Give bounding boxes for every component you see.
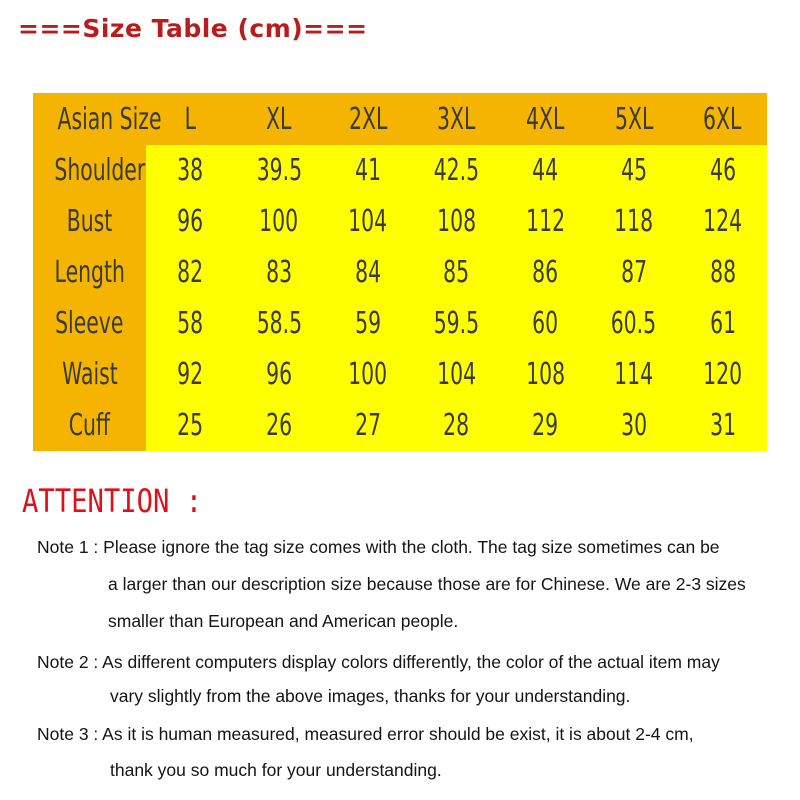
table-cell (146, 247, 235, 298)
table-cell (235, 400, 324, 451)
row-label-cell (33, 298, 146, 349)
table-cell (590, 400, 679, 451)
table-cell (323, 145, 412, 196)
cell-value: 104 (348, 204, 388, 239)
header-label-size: 6XL (703, 101, 742, 137)
table-cell (146, 349, 235, 400)
cell-value: 120 (703, 357, 743, 392)
note-3-line-2: thank you so much for your understanding. (110, 760, 442, 780)
table-cell (590, 298, 679, 349)
table-cell (323, 298, 412, 349)
table-cell (590, 145, 679, 196)
cell-value: 88 (709, 255, 736, 290)
table-cell (235, 196, 324, 247)
cell-value: 46 (709, 153, 736, 188)
cell-value: 60.5 (611, 306, 657, 341)
header-cell (323, 93, 412, 145)
table-cell (323, 247, 412, 298)
cell-value: 108 (525, 357, 565, 392)
cell-value: 96 (177, 204, 204, 239)
table-header-row (33, 93, 767, 145)
table-cell (678, 349, 767, 400)
header-cell (412, 93, 501, 145)
table-cell (501, 400, 590, 451)
table-row (33, 196, 767, 247)
note-2-line-2: vary slightly from the above images, thanks for your understanding. (110, 686, 631, 706)
header-label-size: 5XL (614, 101, 654, 137)
cell-value: 60 (532, 306, 559, 341)
note-2-line-1: Note 2 : As different computers display colors differently, the color of the actual item may (37, 652, 720, 672)
table-cell (412, 298, 501, 349)
table-row (33, 298, 767, 349)
table-row (33, 349, 767, 400)
table-cell (590, 349, 679, 400)
table-cell (678, 400, 767, 451)
cell-value: 42.5 (433, 153, 480, 188)
table-cell (146, 196, 235, 247)
row-label-cell (33, 196, 146, 247)
table-cell (412, 349, 501, 400)
header-label-size: L (184, 101, 197, 137)
row-label: Bust (66, 204, 113, 239)
cell-value: 82 (177, 255, 204, 290)
cell-value: 31 (709, 408, 736, 443)
table-cell (412, 400, 501, 451)
table-cell (678, 247, 767, 298)
table-cell (235, 349, 324, 400)
header-cell (33, 93, 162, 145)
cell-value: 59.5 (433, 306, 480, 341)
table-cell (412, 196, 501, 247)
row-label-cell (33, 145, 146, 196)
table-cell (235, 145, 324, 196)
header-label-size: 3XL (437, 101, 476, 137)
cell-value: 58 (177, 306, 204, 341)
cell-value: 84 (354, 255, 381, 290)
header-label-size: 2XL (348, 101, 387, 137)
cell-value: 114 (614, 357, 654, 392)
row-label: Waist (61, 357, 118, 392)
table-cell (235, 247, 324, 298)
cell-value: 39.5 (256, 153, 302, 188)
table-cell (678, 298, 767, 349)
table-cell (323, 400, 412, 451)
size-table (33, 93, 767, 451)
cell-value: 85 (443, 255, 470, 290)
table-cell (678, 145, 767, 196)
cell-value: 30 (620, 408, 647, 443)
table-cell (501, 349, 590, 400)
note-1-line-2: a larger than our description size because those are for Chinese. We are 2-3 sizes (108, 574, 746, 594)
row-label: Cuff (68, 408, 111, 443)
header-cell (501, 93, 590, 145)
table-cell (412, 247, 501, 298)
cell-value: 45 (620, 153, 647, 188)
table-cell (146, 298, 235, 349)
note-1-line-1: Note 1 : Please ignore the tag size comes with the cloth. The tag size sometimes can be (37, 537, 720, 557)
header-label-size: 4XL (526, 101, 565, 137)
page-title: ===Size Table (cm)=== (18, 14, 368, 43)
cell-value: 27 (354, 408, 381, 443)
cell-value: 124 (703, 204, 743, 239)
cell-value: 118 (614, 204, 654, 239)
table-cell (323, 196, 412, 247)
cell-value: 100 (259, 204, 299, 239)
table-cell (323, 349, 412, 400)
row-label-cell (33, 247, 146, 298)
cell-value: 112 (525, 204, 565, 239)
table-cell (501, 145, 590, 196)
cell-value: 92 (177, 357, 204, 392)
table-cell (590, 247, 679, 298)
row-label-cell (33, 349, 146, 400)
cell-value: 26 (266, 408, 293, 443)
cell-value: 29 (532, 408, 559, 443)
cell-value: 61 (709, 306, 736, 341)
row-label: Length (54, 255, 125, 290)
cell-value: 38 (177, 153, 204, 188)
header-label-size: XL (266, 101, 292, 137)
size-table-grid (33, 93, 767, 451)
table-cell (590, 196, 679, 247)
header-cell (678, 93, 767, 145)
table-cell (412, 145, 501, 196)
table-cell (501, 247, 590, 298)
cell-value: 87 (620, 255, 647, 290)
cell-value: 100 (348, 357, 388, 392)
attention-text: ATTENTION : (22, 482, 203, 520)
cell-value: 41 (354, 153, 381, 188)
row-label: Sleeve (55, 306, 124, 341)
table-row (33, 400, 767, 451)
note-3-line-1: Note 3 : As it is human measured, measured error should be exist, it is about 2-4 cm, (37, 724, 694, 744)
table-row (33, 247, 767, 298)
table-row (33, 145, 767, 196)
header-cell (590, 93, 679, 145)
cell-value: 86 (532, 255, 559, 290)
header-cell (235, 93, 324, 145)
table-cell (501, 196, 590, 247)
header-label-asian-size: Asian Size (57, 101, 162, 137)
cell-value: 108 (437, 204, 476, 239)
cell-value: 25 (177, 408, 204, 443)
row-label-cell (33, 400, 146, 451)
cell-value: 58.5 (256, 306, 302, 341)
table-cell (235, 298, 324, 349)
table-cell (501, 298, 590, 349)
cell-value: 59 (354, 306, 381, 341)
cell-value: 44 (532, 153, 559, 188)
attention-heading (22, 482, 234, 520)
cell-value: 104 (437, 357, 476, 392)
cell-value: 96 (266, 357, 293, 392)
note-1-line-3: smaller than European and American people. (108, 611, 459, 631)
table-cell (146, 145, 235, 196)
row-label: Shoulder (54, 153, 146, 188)
table-cell (678, 196, 767, 247)
table-cell (146, 400, 235, 451)
cell-value: 83 (266, 255, 293, 290)
cell-value: 28 (443, 408, 470, 443)
